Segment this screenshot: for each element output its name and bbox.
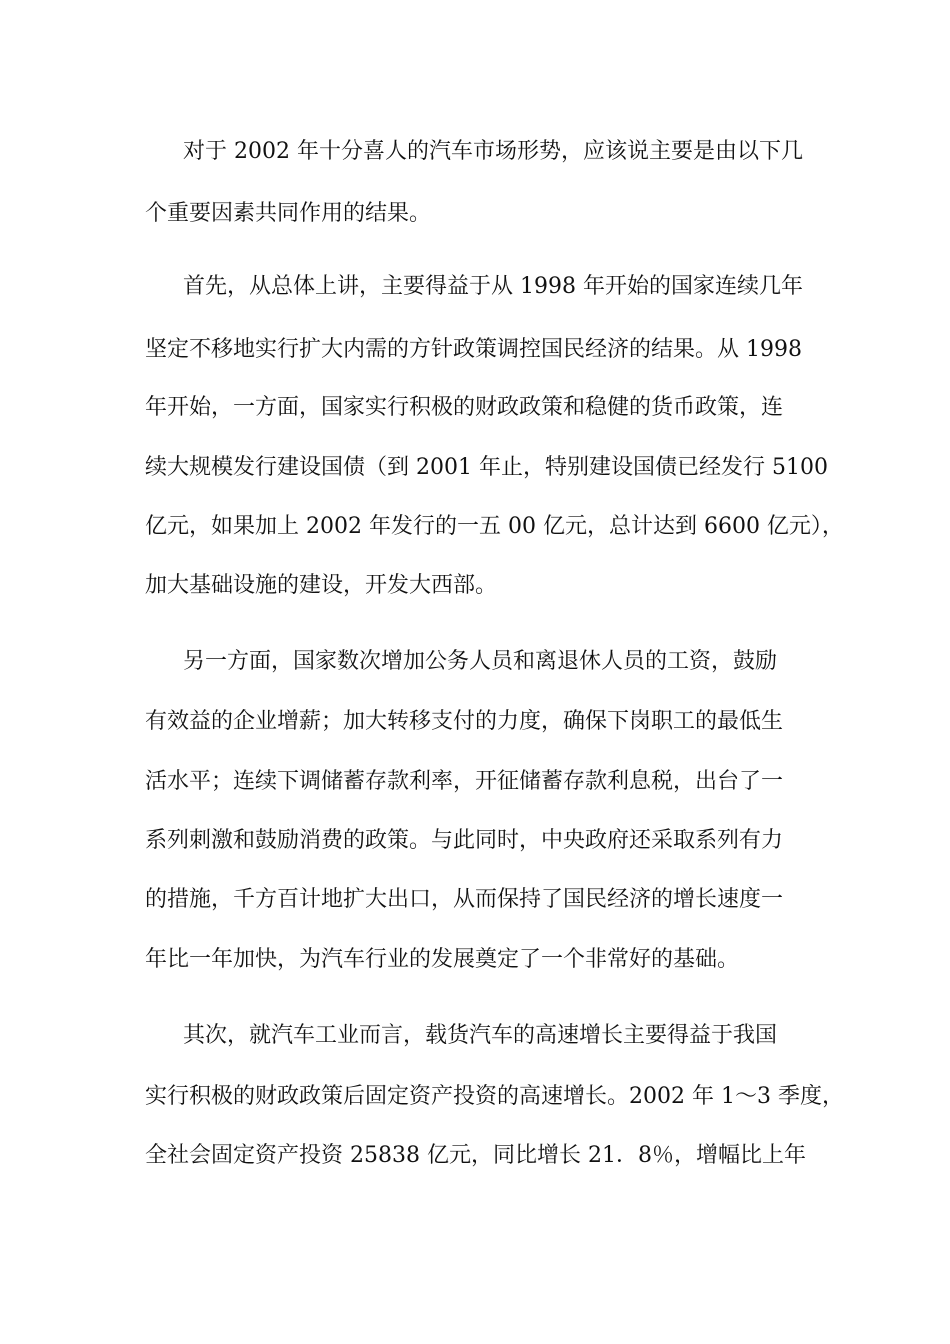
paragraph-2-line-4: 续大规模发行建设国债（到 2001 年止，特别建设国债已经发行 5100: [145, 455, 828, 480]
paragraph-2-line-3: 年开始，一方面，国家实行积极的财政政策和稳健的货币政策，连: [145, 395, 784, 420]
paragraph-4-line-3: 全社会固定资产投资 25838 亿元，同比增长 21．8％，增幅比上年: [145, 1143, 806, 1168]
paragraph-2-line-1: 首先，从总体上讲，主要得益于从 1998 年开始的国家连续几年: [183, 274, 803, 299]
paragraph-3-line-2: 有效益的企业增薪；加大转移支付的力度，确保下岗职工的最低生: [145, 709, 784, 734]
paragraph-3-line-4: 系列刺激和鼓励消费的政策。与此同时，中央政府还采取系列有力: [145, 828, 784, 853]
paragraph-1-line-2: 个重要因素共同作用的结果。: [145, 201, 432, 226]
paragraph-4-line-1: 其次，就汽车工业而言，载货汽车的高速增长主要得益于我国: [183, 1023, 778, 1048]
paragraph-2-line-6: 加大基础设施的建设，开发大西部。: [145, 573, 498, 598]
paragraph-2-line-2: 坚定不移地实行扩大内需的方针政策调控国民经济的结果。从 1998: [145, 337, 802, 362]
paragraph-3-line-1: 另一方面，国家数次增加公务人员和离退休人员的工资，鼓励: [183, 649, 778, 674]
paragraph-4-line-2: 实行积极的财政政策后固定资产投资的高速增长。2002 年 1～3 季度，: [145, 1084, 844, 1109]
paragraph-1-line-1: 对于 2002 年十分喜人的汽车市场形势，应该说主要是由以下几: [183, 139, 803, 164]
paragraph-2-line-5: 亿元，如果加上 2002 年发行的一五 00 亿元，总计达到 6600 亿元），: [145, 514, 844, 539]
paragraph-3-line-5: 的措施，千方百计地扩大出口，从而保持了国民经济的增长速度一: [145, 887, 784, 912]
paragraph-3-line-3: 活水平；连续下调储蓄存款利率，开征储蓄存款利息税，出台了一: [145, 769, 784, 794]
paragraph-3-line-6: 年比一年加快，为汽车行业的发展奠定了一个非常好的基础。: [145, 947, 740, 972]
